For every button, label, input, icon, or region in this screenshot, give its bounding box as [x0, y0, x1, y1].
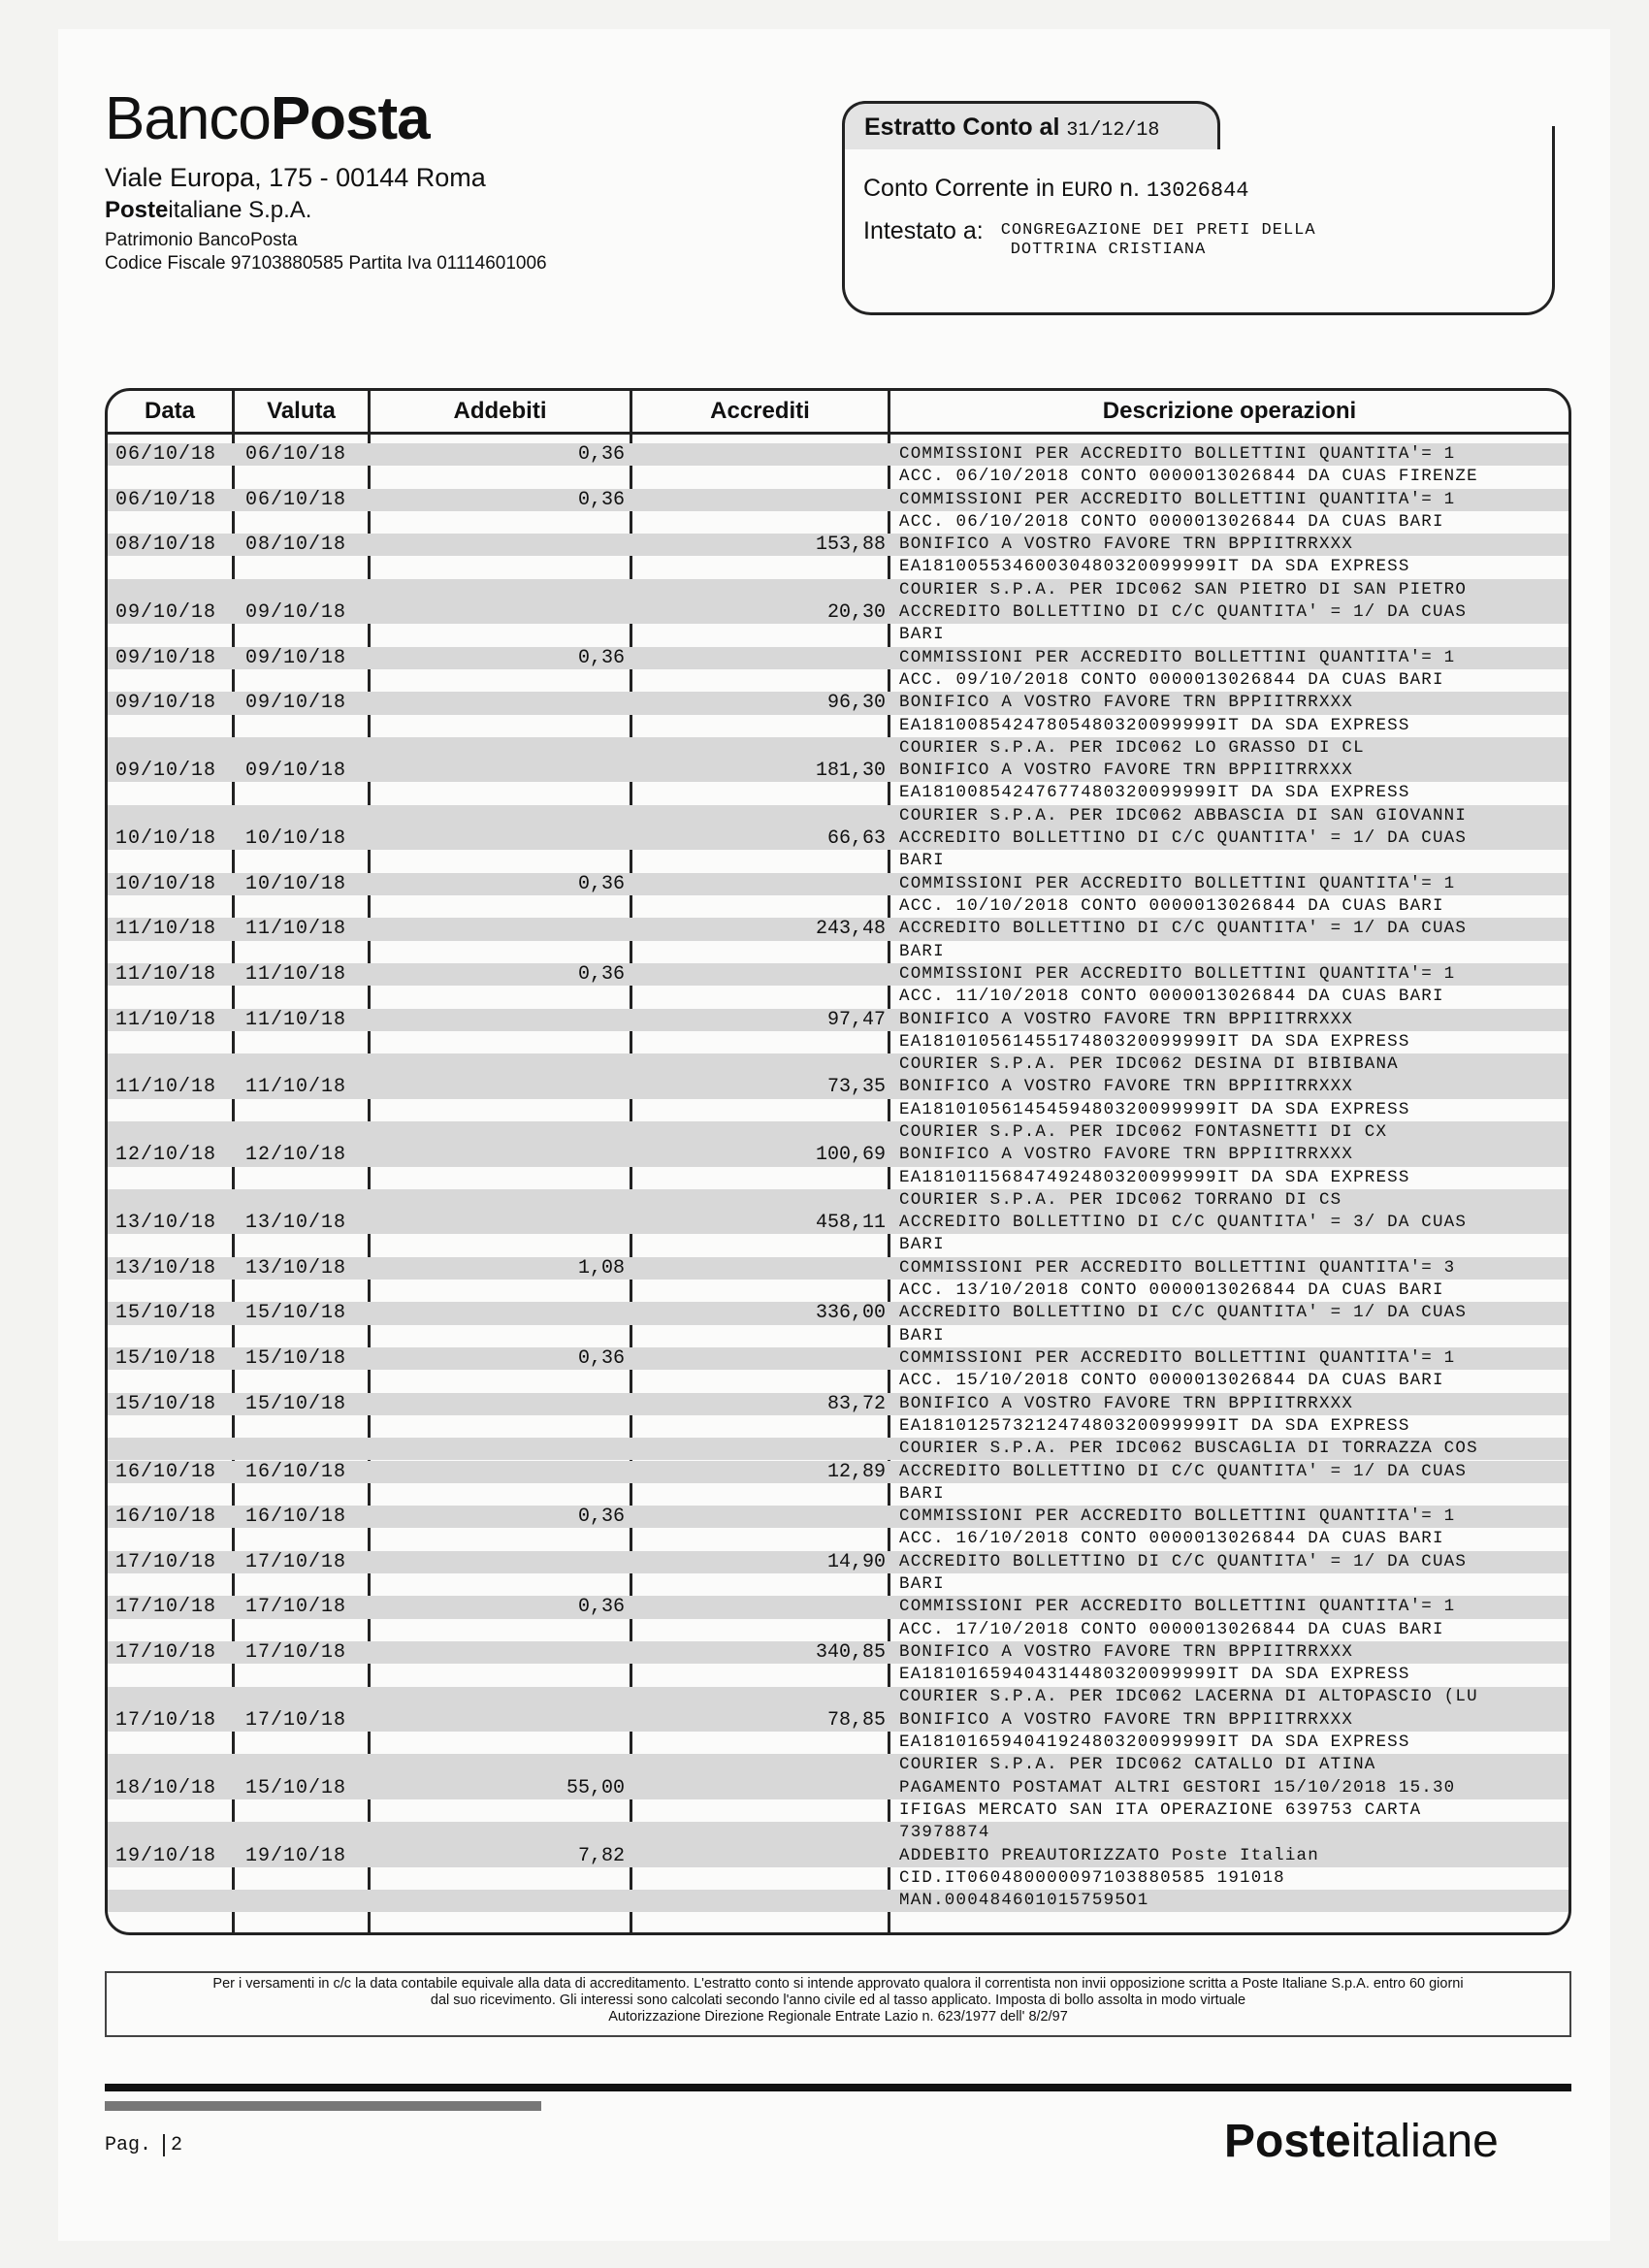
row-descrizione-line: EA18101056145459480320099999IT DA SDA EXPRESS	[899, 1099, 1410, 1119]
logo-regular-text: Banco	[105, 85, 271, 152]
patrimony-line: Patrimonio BancoPosta	[105, 230, 298, 250]
row-valuta: 17/10/18	[245, 1708, 347, 1732]
statement-label: Estratto Conto al	[864, 113, 1060, 141]
row-descrizione	[899, 1257, 1568, 1303]
row-descrizione	[899, 760, 1568, 827]
row-descrizione	[899, 1212, 1568, 1257]
row-descrizione-line: ACC. 09/10/2018 CONTO 0000013026844 DA CUAS BARI	[899, 669, 1444, 690]
row-descrizione-line: EA18100854247805480320099999IT DA SDA EXPRESS	[899, 715, 1410, 735]
row-descrizione-line: ACC. 17/10/2018 CONTO 0000013026844 DA CUAS BARI	[899, 1619, 1444, 1639]
row-descrizione-line: EA18101156847492480320099999IT DA SDA EXPRESS	[899, 1167, 1410, 1187]
company-rest: italiane S.p.A.	[168, 197, 312, 223]
page-number: 2	[163, 2134, 182, 2156]
fiscal-line: Codice Fiscale 97103880585 Partita Iva 01114601006	[105, 253, 547, 274]
row-descrizione-line: PAGAMENTO POSTAMAT ALTRI GESTORI 15/10/2018 15.30	[899, 1777, 1456, 1798]
row-descrizione-line: COMMISSIONI PER ACCREDITO BOLLETTINI QUANTITA'= 1	[899, 1597, 1456, 1617]
header-valuta: Valuta	[235, 391, 371, 432]
row-descrizione	[899, 918, 1568, 963]
row-valuta: 17/10/18	[245, 1596, 347, 1619]
row-accrediti: 100,69	[815, 1144, 886, 1167]
row-descrizione	[899, 827, 1568, 873]
row-valuta: 09/10/18	[245, 646, 347, 669]
row-descrizione-line: 73978874	[899, 1823, 990, 1843]
footer-logo-bold: Poste	[1224, 2116, 1351, 2167]
row-accrediti: 458,11	[815, 1212, 886, 1235]
row-descrizione-line: EA18101659404192480320099999IT DA SDA EXPRESS	[899, 1733, 1410, 1753]
row-data: 17/10/18	[115, 1596, 217, 1619]
row-addebiti: 0,36	[577, 646, 625, 669]
row-data: 10/10/18	[115, 872, 217, 895]
row-descrizione-line: ACC. 06/10/2018 CONTO 0000013026844 DA CUAS FIRENZE	[899, 467, 1478, 487]
row-descrizione-line: COMMISSIONI PER ACCREDITO BOLLETTINI QUANTITA'= 1	[899, 647, 1456, 667]
table-row	[108, 647, 1568, 693]
row-accrediti: 97,47	[826, 1008, 886, 1031]
holder-label: Intestato a:	[863, 217, 984, 244]
row-descrizione-line: EA18101056145517480320099999IT DA SDA EXPRESS	[899, 1031, 1410, 1052]
footer-divider-grey	[105, 2101, 541, 2111]
holder-name	[1001, 221, 1316, 260]
bank-address: Viale Europa, 175 - 00144 Roma	[105, 163, 486, 192]
row-valuta: 11/10/18	[245, 918, 347, 941]
table-row	[108, 1596, 1568, 1641]
row-descrizione	[899, 1302, 1568, 1347]
row-valuta: 13/10/18	[245, 1212, 347, 1235]
header-accrediti: Accrediti	[632, 391, 890, 432]
row-data: 09/10/18	[115, 692, 217, 715]
table-row	[108, 1845, 1568, 1913]
page-indicator	[105, 2134, 182, 2156]
table-row	[108, 1393, 1568, 1461]
table-row	[108, 1212, 1568, 1257]
posteitaliane-logo	[1224, 2115, 1499, 2168]
table-row	[108, 1641, 1568, 1709]
account-line	[863, 175, 1248, 203]
row-data: 13/10/18	[115, 1212, 217, 1235]
row-addebiti: 7,82	[577, 1844, 625, 1867]
holder-line	[863, 217, 1316, 260]
row-descrizione-line: ACCREDITO BOLLETTINO DI C/C QUANTITA' = 1/ DA CUAS	[899, 1551, 1468, 1571]
row-descrizione-line: BONIFICO A VOSTRO FAVORE TRN BPPIITRRXXX	[899, 693, 1354, 713]
row-data: 09/10/18	[115, 601, 217, 625]
row-addebiti: 0,36	[577, 1596, 625, 1619]
row-data: 12/10/18	[115, 1144, 217, 1167]
row-descrizione-line: BARI	[899, 1483, 945, 1504]
legal-note	[105, 1971, 1571, 2037]
row-data: 16/10/18	[115, 1460, 217, 1483]
row-descrizione-line: IFIGAS MERCATO SAN ITA OPERAZIONE 639753 CARTA	[899, 1799, 1422, 1820]
row-accrediti: 83,72	[826, 1392, 886, 1415]
row-descrizione	[899, 1641, 1568, 1709]
row-data: 11/10/18	[115, 918, 217, 941]
row-descrizione-line: COMMISSIONI PER ACCREDITO BOLLETTINI QUANTITA'= 1	[899, 873, 1456, 893]
row-addebiti: 0,36	[577, 1347, 625, 1370]
table-row	[108, 760, 1568, 827]
table-row	[108, 1347, 1568, 1393]
row-descrizione-line: COMMISSIONI PER ACCREDITO BOLLETTINI QUANTITA'= 1	[899, 1507, 1456, 1527]
row-accrediti: 153,88	[815, 534, 886, 557]
table-row	[108, 692, 1568, 760]
account-label: Conto Corrente in	[863, 175, 1055, 202]
row-valuta: 09/10/18	[245, 601, 347, 625]
row-descrizione	[899, 1009, 1568, 1077]
row-descrizione-line: COURIER S.P.A. PER IDC062 FONTASNETTI DI CX	[899, 1121, 1388, 1142]
row-data: 15/10/18	[115, 1302, 217, 1325]
row-valuta: 15/10/18	[245, 1302, 347, 1325]
row-descrizione-line: COURIER S.P.A. PER IDC062 CATALLO DI ATINA	[899, 1755, 1376, 1775]
legal-note-line2: dal suo ricevimento. Gli interessi sono calcolati secondo l'anno civile ed al tasso applicato. Imposta di bollo assolta in modo virtuale	[430, 1993, 1246, 2008]
row-data: 17/10/18	[115, 1708, 217, 1732]
table-row	[108, 601, 1568, 647]
row-valuta: 15/10/18	[245, 1776, 347, 1799]
row-data: 19/10/18	[115, 1844, 217, 1867]
row-descrizione-line: ACCREDITO BOLLETTINO DI C/C QUANTITA' = 1/ DA CUAS	[899, 919, 1468, 939]
row-valuta: 17/10/18	[245, 1550, 347, 1573]
row-data: 08/10/18	[115, 534, 217, 557]
row-accrediti: 12,89	[826, 1460, 886, 1483]
table-row	[108, 873, 1568, 919]
row-valuta: 17/10/18	[245, 1640, 347, 1664]
row-descrizione-line: BARI	[899, 1235, 945, 1255]
row-descrizione-line: COMMISSIONI PER ACCREDITO BOLLETTINI QUANTITA'= 1	[899, 963, 1456, 984]
row-addebiti: 0,36	[577, 962, 625, 986]
row-valuta: 09/10/18	[245, 760, 347, 783]
statement-date-tab	[842, 101, 1220, 149]
row-descrizione	[899, 601, 1568, 647]
row-valuta: 09/10/18	[245, 692, 347, 715]
row-data: 13/10/18	[115, 1256, 217, 1280]
row-valuta: 12/10/18	[245, 1144, 347, 1167]
table-row	[108, 1461, 1568, 1507]
page-label: Pag.	[105, 2134, 152, 2156]
table-row	[108, 1257, 1568, 1303]
table-row	[108, 918, 1568, 963]
row-accrediti: 20,30	[826, 601, 886, 625]
row-valuta: 11/10/18	[245, 962, 347, 986]
row-accrediti: 73,35	[826, 1076, 886, 1099]
row-descrizione-line: COURIER S.P.A. PER IDC062 ABBASCIA DI SAN GIOVANNI	[899, 805, 1468, 826]
table-row	[108, 963, 1568, 1009]
header-addebiti: Addebiti	[371, 391, 632, 432]
row-valuta: 06/10/18	[245, 488, 347, 511]
table-row	[108, 1076, 1568, 1144]
row-data: 06/10/18	[115, 443, 217, 466]
row-valuta: 11/10/18	[245, 1008, 347, 1031]
row-descrizione-line: COMMISSIONI PER ACCREDITO BOLLETTINI QUANTITA'= 1	[899, 489, 1456, 509]
row-descrizione	[899, 1551, 1568, 1597]
row-descrizione-line: CID.IT060480000097103880585 191018	[899, 1867, 1285, 1888]
row-data: 11/10/18	[115, 962, 217, 986]
logo-bold-text: Posta	[270, 85, 430, 152]
row-data: 16/10/18	[115, 1506, 217, 1529]
row-descrizione-line: EA18100553460030480320099999IT DA SDA EXPRESS	[899, 557, 1410, 577]
row-descrizione	[899, 873, 1568, 919]
row-accrediti: 340,85	[815, 1640, 886, 1664]
row-valuta: 19/10/18	[245, 1844, 347, 1867]
company-name	[105, 197, 547, 224]
row-descrizione-line: BONIFICO A VOSTRO FAVORE TRN BPPIITRRXXX	[899, 1393, 1354, 1413]
footer-divider	[105, 2084, 1571, 2091]
row-descrizione	[899, 534, 1568, 601]
row-data: 17/10/18	[115, 1550, 217, 1573]
bancoposta-logo	[105, 85, 547, 152]
row-descrizione-line: BARI	[899, 625, 945, 645]
row-data: 15/10/18	[115, 1347, 217, 1370]
row-valuta: 15/10/18	[245, 1347, 347, 1370]
row-accrediti: 14,90	[826, 1550, 886, 1573]
row-descrizione	[899, 489, 1568, 535]
account-currency: EURO	[1061, 178, 1114, 203]
row-descrizione	[899, 1461, 1568, 1507]
row-descrizione-line: BONIFICO A VOSTRO FAVORE TRN BPPIITRRXXX	[899, 1077, 1354, 1097]
table-row	[108, 489, 1568, 535]
row-descrizione-line: ACC. 13/10/2018 CONTO 0000013026844 DA CUAS BARI	[899, 1280, 1444, 1301]
row-descrizione-line: ACCREDITO BOLLETTINO DI C/C QUANTITA' = 1/ DA CUAS	[899, 1461, 1468, 1481]
row-descrizione-line: BONIFICO A VOSTRO FAVORE TRN BPPIITRRXXX	[899, 1709, 1354, 1730]
footer-logo-rest: italiane	[1350, 2116, 1499, 2167]
transactions-table	[105, 388, 1571, 1935]
legal-note-line3: Autorizzazione Direzione Regionale Entrate Lazio n. 623/1977 dell' 8/2/97	[608, 2009, 1068, 2025]
row-descrizione-line: ACC. 10/10/2018 CONTO 0000013026844 DA CUAS BARI	[899, 895, 1444, 916]
row-valuta: 15/10/18	[245, 1392, 347, 1415]
row-descrizione	[899, 1347, 1568, 1393]
row-addebiti: 0,36	[577, 443, 625, 466]
row-descrizione	[899, 1845, 1568, 1913]
row-valuta: 11/10/18	[245, 1076, 347, 1099]
row-data: 17/10/18	[115, 1640, 217, 1664]
row-descrizione-line: BONIFICO A VOSTRO FAVORE TRN BPPIITRRXXX	[899, 1641, 1354, 1662]
row-addebiti: 0,36	[577, 872, 625, 895]
row-valuta: 16/10/18	[245, 1460, 347, 1483]
row-addebiti: 0,36	[577, 1506, 625, 1529]
row-data: 06/10/18	[115, 488, 217, 511]
company-bold: Poste	[105, 197, 169, 223]
row-accrediti: 336,00	[815, 1302, 886, 1325]
row-descrizione-line: COURIER S.P.A. PER IDC062 BUSCAGLIA DI TORRAZZA COS	[899, 1439, 1478, 1459]
row-descrizione-line: COURIER S.P.A. PER IDC062 LO GRASSO DI CL	[899, 737, 1365, 758]
row-descrizione-line: BONIFICO A VOSTRO FAVORE TRN BPPIITRRXXX	[899, 761, 1354, 781]
table-row	[108, 443, 1568, 489]
table-row	[108, 1777, 1568, 1845]
row-descrizione	[899, 1506, 1568, 1551]
row-descrizione-line: ACCREDITO BOLLETTINO DI C/C QUANTITA' = 1/ DA CUAS	[899, 1303, 1468, 1323]
row-addebiti: 55,00	[566, 1776, 625, 1799]
row-descrizione	[899, 963, 1568, 1009]
row-accrediti: 243,48	[815, 918, 886, 941]
table-row	[108, 1506, 1568, 1551]
row-addebiti: 0,36	[577, 488, 625, 511]
row-addebiti: 1,08	[577, 1256, 625, 1280]
holder-name-line2: DOTTRINA CRISTIANA	[1010, 241, 1207, 259]
row-valuta: 10/10/18	[245, 827, 347, 851]
row-data: 09/10/18	[115, 760, 217, 783]
row-data: 18/10/18	[115, 1776, 217, 1799]
row-descrizione-line: BARI	[899, 1325, 945, 1345]
row-descrizione-line: ACC. 15/10/2018 CONTO 0000013026844 DA CUAS BARI	[899, 1371, 1444, 1391]
row-data: 09/10/18	[115, 646, 217, 669]
row-data: 15/10/18	[115, 1392, 217, 1415]
row-valuta: 08/10/18	[245, 534, 347, 557]
table-row	[108, 1302, 1568, 1347]
table-row	[108, 534, 1568, 601]
row-valuta: 16/10/18	[245, 1506, 347, 1529]
row-descrizione	[899, 692, 1568, 760]
row-descrizione-line: BARI	[899, 941, 945, 961]
row-descrizione-line: EA18100854247677480320099999IT DA SDA EXPRESS	[899, 783, 1410, 803]
account-number: 13026844	[1146, 178, 1249, 203]
row-descrizione-line: COURIER S.P.A. PER IDC062 LACERNA DI ALTOPASCIO (LU	[899, 1687, 1478, 1707]
row-valuta: 06/10/18	[245, 443, 347, 466]
row-valuta: 13/10/18	[245, 1256, 347, 1280]
row-descrizione-line: EA18101257321247480320099999IT DA SDA EXPRESS	[899, 1415, 1410, 1436]
row-descrizione	[899, 647, 1568, 693]
row-descrizione-line: COMMISSIONI PER ACCREDITO BOLLETTINI QUANTITA'= 1	[899, 1348, 1456, 1368]
brand-block	[105, 85, 547, 275]
row-descrizione-line: MAN.0004846010157595O1	[899, 1891, 1149, 1911]
row-descrizione-line: BARI	[899, 851, 945, 871]
row-accrediti: 96,30	[826, 692, 886, 715]
row-descrizione-line: COURIER S.P.A. PER IDC062 SAN PIETRO DI SAN PIETRO	[899, 579, 1468, 599]
row-accrediti: 181,30	[815, 760, 886, 783]
row-descrizione-line: BONIFICO A VOSTRO FAVORE TRN BPPIITRRXXX	[899, 535, 1354, 555]
row-descrizione-line: ACCREDITO BOLLETTINO DI C/C QUANTITA' = 3/ DA CUAS	[899, 1213, 1468, 1233]
row-descrizione	[899, 443, 1568, 489]
row-descrizione-line: COMMISSIONI PER ACCREDITO BOLLETTINI QUANTITA'= 1	[899, 444, 1456, 464]
account-number-label: n.	[1119, 175, 1140, 202]
row-descrizione-line: ACC. 11/10/2018 CONTO 0000013026844 DA CUAS BARI	[899, 987, 1444, 1007]
row-descrizione-line: BONIFICO A VOSTRO FAVORE TRN BPPIITRRXXX	[899, 1009, 1354, 1029]
header-data: Data	[108, 391, 235, 432]
legal-note-line1: Per i versamenti in c/c la data contabile equivale alla data di accreditamento. L'estratto conto si intende approvato qualora il correntista non invii opposizione scritta a Poste Italiane S.p.A. entro 60 giorni	[212, 1976, 1464, 1992]
row-descrizione	[899, 1596, 1568, 1641]
table-header	[108, 391, 1568, 435]
row-descrizione-line: EA18101659404314480320099999IT DA SDA EXPRESS	[899, 1665, 1410, 1685]
table-row	[108, 1009, 1568, 1077]
row-descrizione-line: ACCREDITO BOLLETTINO DI C/C QUANTITA' = 1/ DA CUAS	[899, 602, 1468, 623]
row-descrizione	[899, 1076, 1568, 1144]
row-descrizione-line: ACC. 06/10/2018 CONTO 0000013026844 DA CUAS BARI	[899, 511, 1444, 532]
row-descrizione-line: BARI	[899, 1573, 945, 1594]
row-descrizione-line: COMMISSIONI PER ACCREDITO BOLLETTINI QUANTITA'= 3	[899, 1257, 1456, 1278]
row-descrizione-line: COURIER S.P.A. PER IDC062 DESINA DI BIBIBANA	[899, 1054, 1399, 1075]
row-accrediti: 66,63	[826, 827, 886, 851]
row-descrizione-line: BONIFICO A VOSTRO FAVORE TRN BPPIITRRXXX	[899, 1145, 1354, 1165]
row-valuta: 10/10/18	[245, 872, 347, 895]
row-descrizione-line: ACCREDITO BOLLETTINO DI C/C QUANTITA' = 1/ DA CUAS	[899, 828, 1468, 849]
table-row	[108, 827, 1568, 873]
row-data: 11/10/18	[115, 1008, 217, 1031]
table-row	[108, 1709, 1568, 1777]
row-descrizione-line: COURIER S.P.A. PER IDC062 TORRANO DI CS	[899, 1189, 1342, 1210]
table-row	[108, 1551, 1568, 1597]
row-descrizione	[899, 1144, 1568, 1212]
row-accrediti: 78,85	[826, 1708, 886, 1732]
row-descrizione	[899, 1709, 1568, 1777]
row-descrizione	[899, 1777, 1568, 1845]
row-data: 10/10/18	[115, 827, 217, 851]
row-data: 11/10/18	[115, 1076, 217, 1099]
row-descrizione-line: ADDEBITO PREAUTORIZZATO Poste Italian	[899, 1845, 1319, 1865]
holder-name-line1: CONGREGAZIONE DEI PRETI DELLA	[1000, 221, 1316, 240]
table-row	[108, 1144, 1568, 1212]
header-descrizione: Descrizione operazioni	[1102, 398, 1357, 424]
row-descrizione	[899, 1393, 1568, 1461]
statement-date: 31/12/18	[1066, 119, 1160, 142]
row-descrizione-line: ACC. 16/10/2018 CONTO 0000013026844 DA CUAS BARI	[899, 1529, 1444, 1549]
